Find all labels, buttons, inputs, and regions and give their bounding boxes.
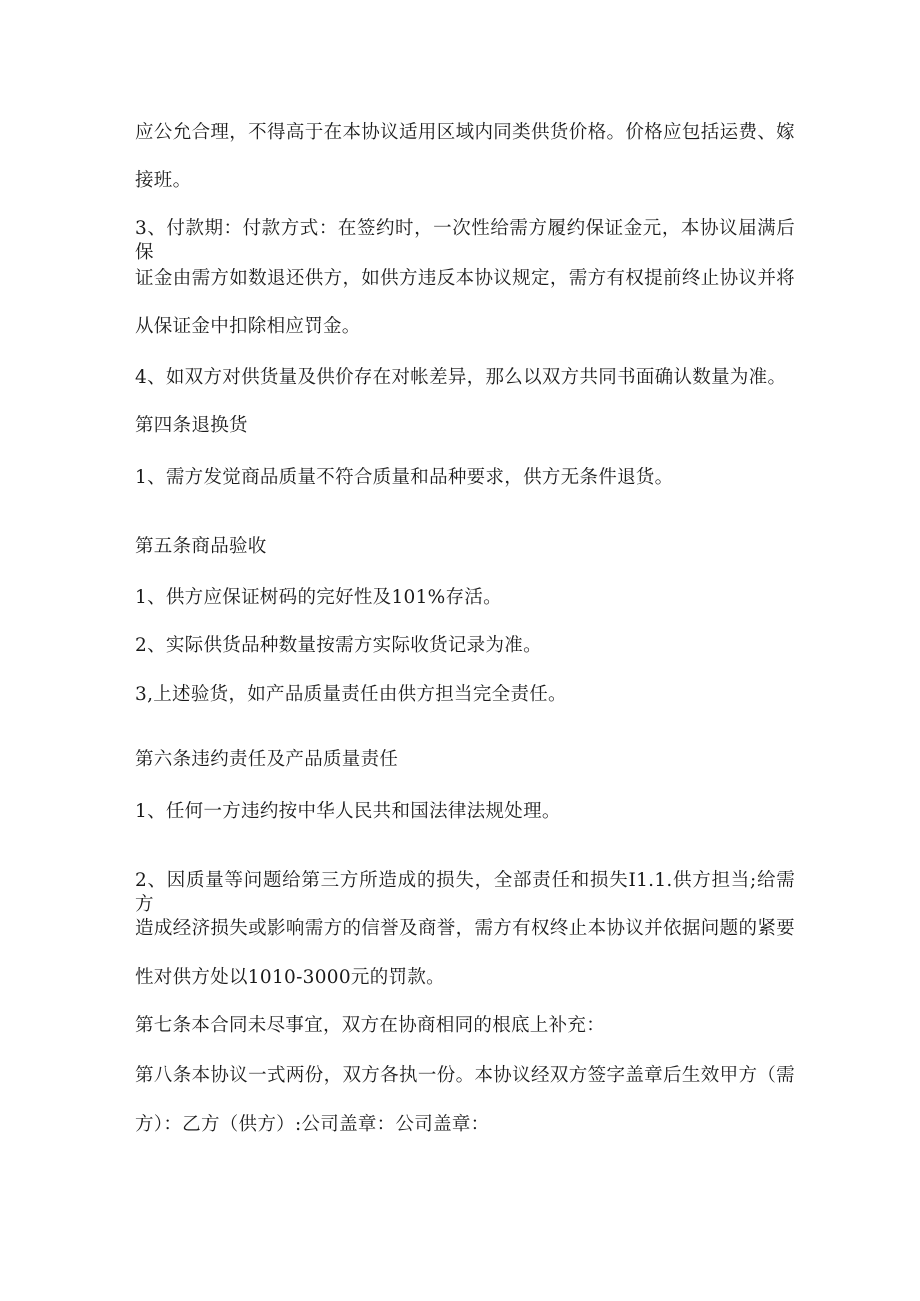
paragraph-line: 4、如双方对供货量及供价存在对帐差异，那么以双方共同书面确认数量为准。	[135, 367, 787, 388]
paragraph-line: 第八条本协议一式两份，双方各执一份。本协议经双方签字盖章后生效甲方（需	[135, 1065, 795, 1086]
paragraph-line: 方）：乙方（供方）:公司盖章：公司盖章：	[135, 1114, 490, 1135]
paragraph-line: 1、供方应保证树码的完好性及101%存活。	[135, 587, 502, 608]
paragraph-line: 3,上述验货，如产品质量责任由供方担当完全责任。	[135, 684, 567, 705]
section-heading: 第五条商品验收	[135, 536, 267, 557]
paragraph-line: 2、实际供货品种数量按需方实际收货记录为准。	[135, 635, 542, 656]
paragraph-line: 1、需方发觉商品质量不符合质量和品种要求，供方无条件退货。	[135, 467, 674, 488]
paragraph-line: 3、付款期：付款方式：在签约时，一次性给需方履约保证金元，本协议届满后保	[135, 218, 795, 263]
paragraph-line: 应公允合理，不得高于在本协议适用区域内同类供货价格。价格应包括运费、嫁	[135, 122, 795, 143]
section-heading: 第六条违约责任及产品质量责任	[135, 749, 399, 770]
paragraph-line: 证金由需方如数退还供方，如供方违反本协议规定，需方有权提前终止协议并将	[135, 268, 795, 289]
paragraph-line: 造成经济损失或影响需方的信誉及商誉，需方有权终止本协议并依据问题的紧要	[135, 918, 795, 939]
paragraph-line: 从保证金中扣除相应罚金。	[135, 316, 361, 337]
paragraph-line: 1、任何一方违约按中华人民共和国法律法规处理。	[135, 801, 561, 822]
paragraph-line: 接班。	[135, 170, 192, 191]
paragraph-line: 2、因质量等问题给第三方所造成的损失，全部责任和损失I1.1.供方担当;给需方	[135, 870, 795, 915]
paragraph-line: 第七条本合同未尽事宜，双方在协商相同的根底上补充：	[135, 1015, 606, 1036]
section-heading: 第四条退换货	[135, 415, 248, 436]
paragraph-line: 性对供方处以1010-3000元的罚款。	[135, 967, 445, 988]
